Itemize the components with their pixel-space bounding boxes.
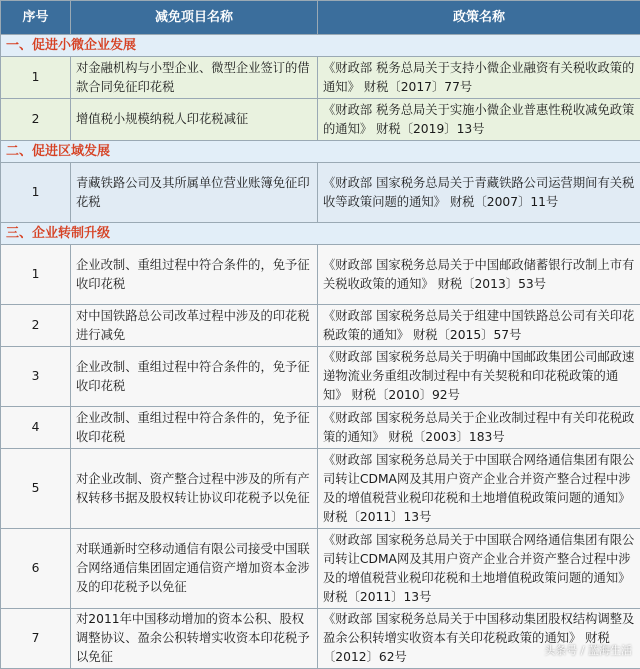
header-no: 序号	[1, 1, 71, 35]
table-row	[1, 449, 640, 529]
row-item: 增值税小规模纳税人印花税减征	[71, 99, 318, 141]
header-item: 减免项目名称	[71, 1, 318, 35]
row-policy: 《财政部 国家税务总局关于明确中国邮政集团公司邮政速递物流业务重组改制过程中有关契税和印花税政策的通知》 财税〔2010〕92号	[318, 347, 640, 407]
header-policy: 政策名称	[318, 1, 640, 35]
row-no: 2	[1, 99, 71, 141]
row-no: 2	[1, 305, 71, 347]
row-item: 企业改制、重组过程中符合条件的，免予征收印花税	[71, 245, 318, 305]
row-no: 3	[1, 347, 71, 407]
row-no: 1	[1, 245, 71, 305]
row-no: 1	[1, 163, 71, 223]
row-policy: 《财政部 国家税务总局关于中国联合网络通信集团有限公司转让CDMA网及其用户资产企业合并资产整合过程中涉及的增值税营业税印花税和土地增值税政策问题的通知》 财税〔2011〕13号	[318, 529, 640, 609]
row-policy: 《财政部 国家税务总局关于中国移动集团股权结构调整及盈余公积转增实收资本有关印花税政策的通知》 财税〔2012〕62号	[318, 609, 640, 669]
row-item: 对金融机构与小型企业、微型企业签订的借款合同免征印花税	[71, 57, 318, 99]
row-no: 7	[1, 609, 71, 669]
table-row	[1, 57, 640, 99]
table-row	[1, 245, 640, 305]
table-row	[1, 99, 640, 141]
row-policy: 《财政部 国家税务总局关于企业改制过程中有关印花税政策的通知》 财税〔2003〕183号	[318, 407, 640, 449]
row-item: 企业改制、重组过程中符合条件的，免予征收印花税	[71, 347, 318, 407]
watermark: 头条号 / 蓝海生活	[544, 642, 632, 658]
row-item: 企业改制、重组过程中符合条件的，免予征收印花税	[71, 407, 318, 449]
row-no: 1	[1, 57, 71, 99]
section-title: 三、企业转制升级	[1, 223, 640, 245]
table-row	[1, 609, 640, 669]
table-row	[1, 529, 640, 609]
row-no: 4	[1, 407, 71, 449]
section-header-3	[1, 223, 640, 245]
row-policy: 《财政部 国家税务总局关于中国联合网络通信集团有限公司转让CDMA网及其用户资产企业合并资产整合过程中涉及的增值税营业税印花税和土地增值税政策问题的通知》 财税〔2011〕13号	[318, 449, 640, 529]
table-header-row	[1, 1, 640, 35]
row-item: 青藏铁路公司及其所属单位营业账簿免征印花税	[71, 163, 318, 223]
table-row	[1, 407, 640, 449]
row-policy: 《财政部 税务总局关于支持小微企业融资有关税收政策的通知》 财税〔2017〕77号	[318, 57, 640, 99]
row-policy: 《财政部 税务总局关于实施小微企业普惠性税收减免政策的通知》 财税〔2019〕13号	[318, 99, 640, 141]
section-title: 二、促进区域发展	[1, 141, 640, 163]
row-no: 5	[1, 449, 71, 529]
row-item: 对联通新时空移动通信有限公司接受中国联合网络通信集团固定通信资产增加资本金涉及的印花税予以免征	[71, 529, 318, 609]
table-row	[1, 347, 640, 407]
row-item: 对企业改制、资产整合过程中涉及的所有产权转移书据及股权转让协议印花税予以免征	[71, 449, 318, 529]
table-row	[1, 305, 640, 347]
row-policy: 《财政部 国家税务总局关于中国邮政储蓄银行改制上市有关税收政策的通知》 财税〔2013〕53号	[318, 245, 640, 305]
row-item: 对2011年中国移动增加的资本公积、股权调整协议、盈余公积转增实收资本印花税予以免征	[71, 609, 318, 669]
row-policy: 《财政部 国家税务总局关于青藏铁路公司运营期间有关税收等政策问题的通知》 财税〔2007〕11号	[318, 163, 640, 223]
section-header-1	[1, 35, 640, 57]
row-no: 6	[1, 529, 71, 609]
row-item: 对中国铁路总公司改革过程中涉及的印花税进行减免	[71, 305, 318, 347]
section-title: 一、促进小微企业发展	[1, 35, 640, 57]
table-row	[1, 163, 640, 223]
section-header-2	[1, 141, 640, 163]
row-policy: 《财政部 国家税务总局关于组建中国铁路总公司有关印花税政策的通知》 财税〔2015〕57号	[318, 305, 640, 347]
